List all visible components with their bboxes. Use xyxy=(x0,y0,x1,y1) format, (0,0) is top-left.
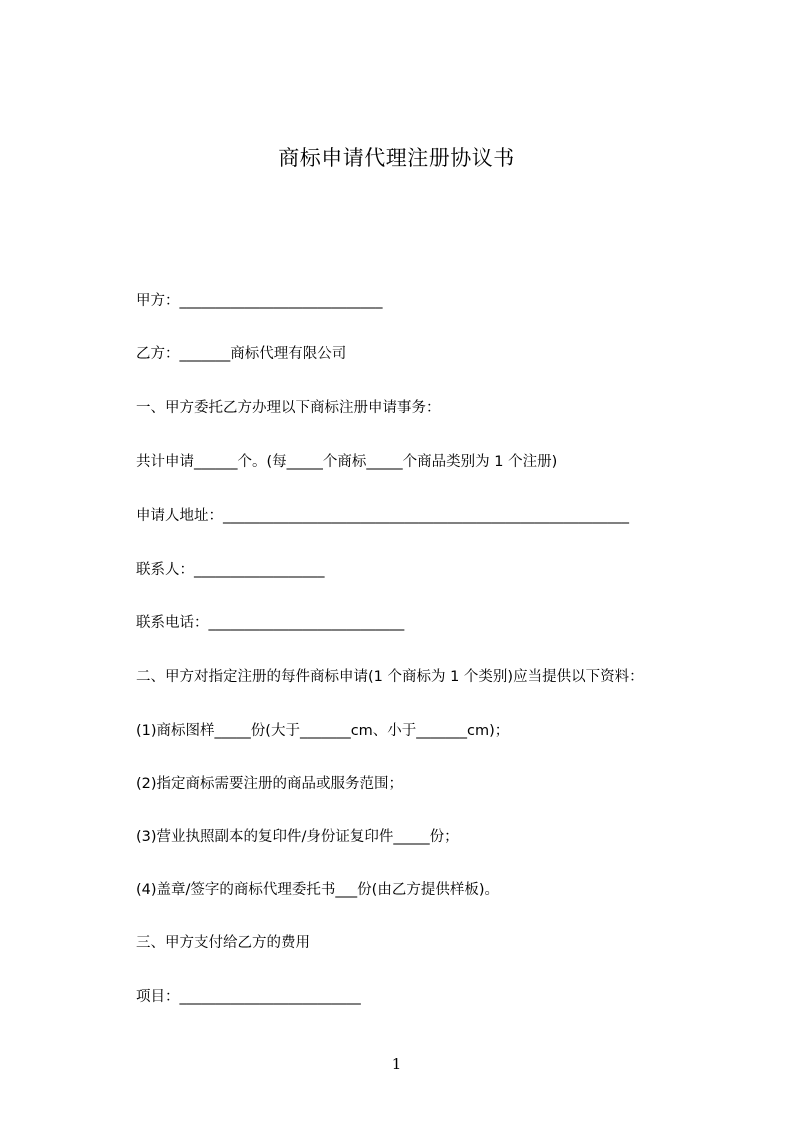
section-3-heading: 三、甲方支付给乙方的费用 xyxy=(136,935,310,951)
fee-item-line: 项目：_________________________ xyxy=(136,989,361,1005)
party-b-line: 乙方：_______商标代理有限公司 xyxy=(136,346,347,362)
material-item-2: (2)指定商标需要注册的商品或服务范围； xyxy=(136,776,404,792)
section-2-heading: 二、甲方对指定注册的每件商标申请(1 个商标为 1 个类别)应当提供以下资料： xyxy=(136,669,644,685)
material-item-3: (3)营业执照副本的复印件/身份证复印件_____份； xyxy=(136,829,459,845)
party-a-line: 甲方：____________________________ xyxy=(136,293,383,309)
contact-person-line: 联系人：__________________ xyxy=(136,562,325,578)
material-item-1: (1)商标图样_____份(大于_______cm、小于_______cm)； xyxy=(136,723,510,739)
material-item-4: (4)盖章/签字的商标代理委托书___份(由乙方提供样板)。 xyxy=(136,882,499,898)
page-number: 1 xyxy=(391,1055,402,1073)
applicant-address-line: 申请人地址：________________________________________________________ xyxy=(136,508,629,524)
document-title: 商标申请代理注册协议书 xyxy=(278,146,515,170)
section-1-heading: 一、甲方委托乙方办理以下商标注册申请事务： xyxy=(136,400,441,416)
contact-phone-line: 联系电话：___________________________ xyxy=(136,615,405,631)
application-count-line: 共计申请______个。(每_____个商标_____个商品类别为 1 个注册) xyxy=(136,454,558,470)
